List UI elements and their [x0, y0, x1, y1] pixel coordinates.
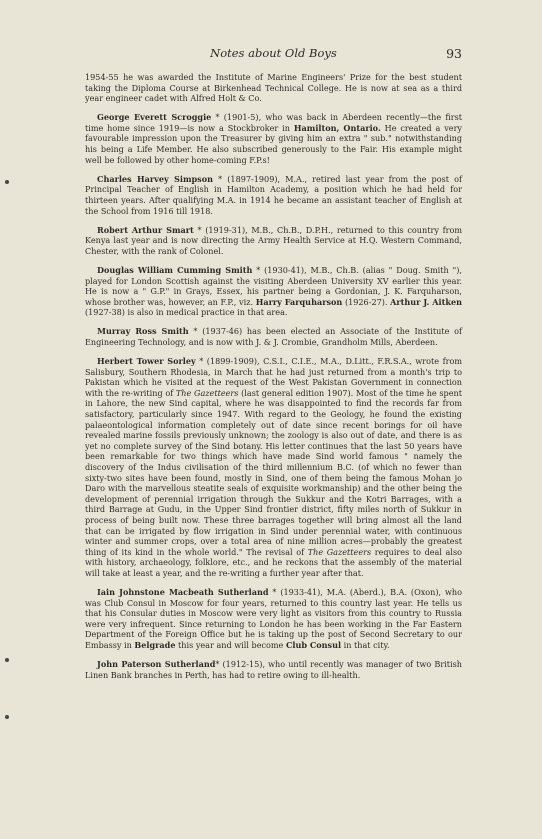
entry-text: this year and will become — [175, 640, 286, 650]
margin-dot-marker — [5, 715, 9, 719]
margin-dot-marker — [5, 180, 9, 184]
entry-place: Hamilton, Ontario. — [293, 122, 381, 133]
entry-role: Club Consul — [285, 640, 342, 650]
entry-name-secondary: Harry Farquharson — [255, 296, 343, 307]
entry-name: George Everett Scroggie — [97, 112, 212, 123]
entry-name-secondary: Arthur J. Aitken — [390, 296, 462, 307]
page-number: 93 — [446, 46, 462, 61]
entry-italic-title: The Gazetteers — [307, 546, 372, 557]
entry-text: * (1933-41), M.A. (Aberd.), B.A. (Oxon), who was Club Consul in Moscow for four years, returned to this country last year. He tells us that his Consular duties in Moscow were very light as visitors from this country to Russia were very infrequent. Since returning to London he has been working in the Far Eastern Department of the Foreign Office but he is taking up the post of Second Secretary to our Embassy in — [85, 587, 462, 650]
entry-sutherland-john — [85, 659, 462, 680]
entry-sorley — [85, 356, 462, 578]
entry-text: * (1901-5), who was back in Aberdeen recently—the first time home since 1919—is now a Stockbroker in — [85, 112, 463, 133]
running-head: Notes about Old Boys — [210, 46, 337, 60]
entry-place: Belgrade — [134, 640, 176, 650]
entry-name: Robert Arthur Smart — [97, 224, 194, 235]
margin-dot-marker — [5, 658, 9, 662]
entry-text: requires to deal also with history, archaeology, folklore, etc., and he reckons that the assembly of the material will take at least a year, and the re-writing a further year after that. — [85, 546, 462, 578]
entry-text: * (1937-46) has been elected an Associate of the Institute of Engineering Technology, and is now with J. & J. Crombie, Grandholm Mills, Aberdeen. — [85, 326, 462, 347]
entry-name: Murray Ross Smith — [97, 326, 189, 337]
entry-italic-title: The Gazetteers — [175, 387, 239, 398]
entry-text: (1927-38) is also in medical practice in that area. — [85, 307, 288, 318]
entry-scroggie — [85, 112, 462, 165]
entry-name: Douglas William Cumming Smith — [97, 264, 253, 275]
entry-text: * (1930-41), M.B., Ch.B. (alias " Doug. Smith "), played for London Scottish against the visiting Aberdeen University XV earlier this year. He is now a " G.P." in Grays, Essex, his partner being a Gordonian, J. K. Farquharson, whose brother was, however, an F.P., viz. — [85, 264, 462, 307]
entry-smart — [85, 225, 462, 257]
entry-name: John Paterson Sutherland — [97, 659, 216, 670]
entry-smith-douglas — [85, 265, 462, 318]
entry-text: 1954-55 he was awarded the Institute of Marine Engineers' Prize for the best student taking the Diploma Course at Birkenhead Technical College. He is now at sea as a third year engineer cadet with Alfred Holt & Co. — [85, 72, 462, 104]
page-header — [85, 46, 462, 72]
entry-text: He created a very favourable impression upon the Treasurer by giving him an extra " sub." notwithstanding his being a Life Member. He also subscribed generously to the Fair. His example might well be followed by other home-coming F.P.s! — [85, 122, 463, 165]
entry-simpson — [85, 174, 462, 216]
entry-name: Iain Johnstone Macbeath Sutherland — [97, 587, 269, 598]
entry-text: (1926-27). — [342, 296, 391, 307]
entry-text: (last general edition 1907). Most of the time he spent in Lahore, the new Sind capital, where he was disappointed to find the records far from satisfactory, particularly since 1947. With regard to the Geology, he found the existing palaeontological information completely out of date since recent borings for oil have revealed marine fossils previously unknown; the zoology is also out of date, and there is as yet no complete survey of the Sind botany. His letter continues that the last 50 years have been remarkable for two things which have made Sind world famous " namely the discovery of the Indus civilisation of the third millennium B.C. (of which no fewer than sixty-two sites have been found, mostly in Sind, one of them being the famous Mohan jo Daro with the marvellous steatite seals of exquisite workmanship) and the other being the development of perennial irrigation through the Sukkur and the Kotri Barrages, with a third Barrage at Gudu, in the Upper Sind frontier district, fifty miles north of Sukkur in process of being built now. These three barrages together will bring almost all the land that can be irrigated by flow irrigation in Sind under perennial water, with continuous winter and summer crops, over a total area of nine million acres—probably the greatest thing of its kind in the whole world." The revisal of — [85, 387, 462, 557]
entry-name: Charles Harvey Simpson — [97, 173, 214, 184]
entry-text: * (1912-15), who until recently was manager of two British Linen Bank branches in Perth, has had to retire owing to ill-health. — [85, 659, 462, 680]
entry-text: in that city. — [341, 640, 390, 650]
entry-name: Herbert Tower Sorley — [97, 356, 196, 367]
entry-continuation — [85, 72, 462, 104]
entry-sutherland-iain — [85, 587, 462, 651]
entry-text: * (1899-1909), C.S.I., C.I.E., M.A., D.Litt., F.R.S.A., wrote from Salisbury, Southern Rhodesia, in March that he had just returned from a month's trip to Pakistan which he visited at the request of the West Pakistan Government in connection with the re-writing of — [85, 356, 462, 398]
entry-text: * (1897-1909), M.A., retired last year from the post of Principal Teacher of English in Hamilton Academy, a position which he had held for thirteen years. After qualifying M.A. in 1914 he became an assistant teacher of English at the School from 1916 till 1918. — [85, 173, 462, 216]
entry-smith-murray — [85, 326, 462, 347]
entry-text: * (1919-31), M.B., Ch.B., D.P.H., returned to this country from Kenya last year and is now directing the Army Health Service at H.Q. Western Command, Chester, with the rank of Colonel. — [85, 224, 463, 256]
